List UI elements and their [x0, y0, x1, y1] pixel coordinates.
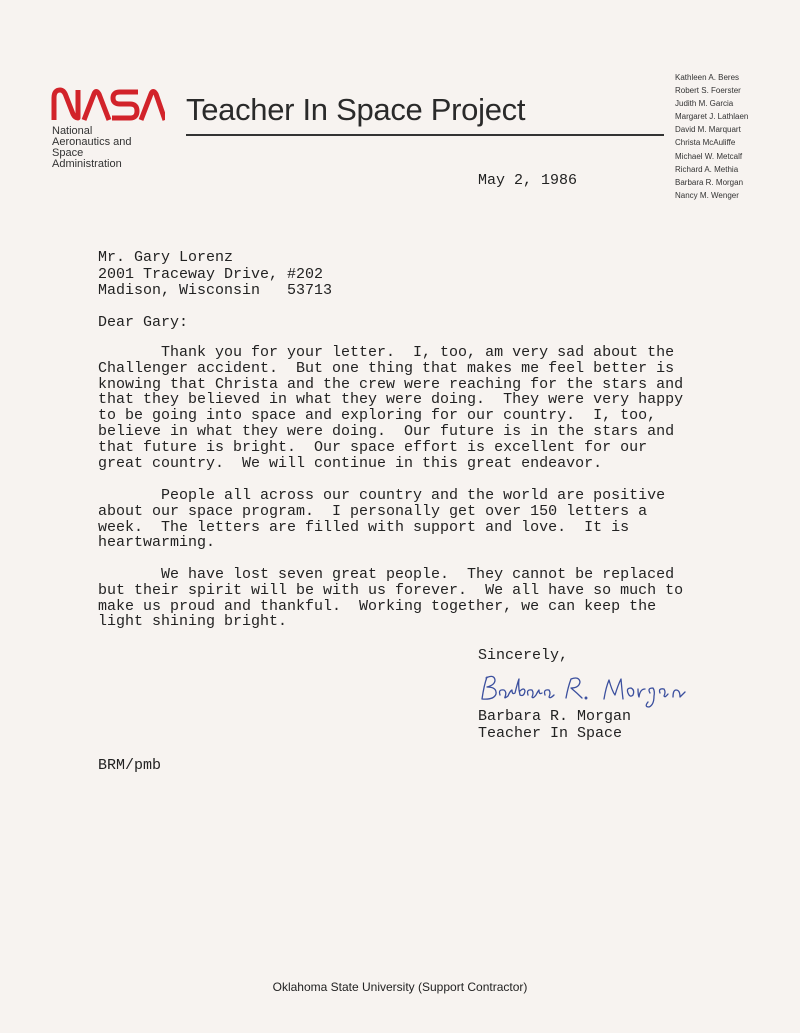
paragraph-line: great country. We will continue in this great endeavor.: [98, 454, 603, 472]
paragraph-line: week. The letters are filled with support and love. It is: [98, 518, 630, 536]
team-name: Kathleen A. Beres: [675, 73, 740, 82]
paragraph-line: make us proud and thankful. Working together, we can keep the: [98, 597, 657, 615]
project-title: Teacher In Space Project: [186, 92, 526, 127]
signer-name: Barbara R. Morgan: [478, 708, 632, 725]
body-paragraph-2: [98, 488, 728, 551]
team-name: Barbara R. Morgan: [675, 177, 744, 187]
agency-line: Aeronautics and: [52, 136, 132, 148]
paragraph-line: We have lost seven great people. They cannot be replaced: [98, 566, 675, 583]
salutation: Dear Gary:: [98, 314, 189, 331]
address-line: Mr. Gary Lorenz: [98, 249, 234, 266]
agency-line: National: [52, 125, 93, 137]
reference-initials: BRM/pmb: [98, 757, 162, 774]
paragraph-line: about our space program. I personally get over 150 letters a: [98, 502, 648, 520]
paragraph-line: Challenger accident. But one thing that makes me feel better is: [98, 359, 675, 377]
team-name: Michael W. Metcalf: [675, 151, 743, 161]
team-name: Robert S. Foerster: [675, 86, 741, 96]
team-name: Christa McAuliffe: [675, 138, 736, 148]
agency-line: Administration: [52, 158, 122, 170]
recipient-address: [98, 250, 332, 300]
title-divider: [186, 134, 664, 136]
signature-text: Barbara R. Morgan: [478, 671, 486, 672]
paragraph-line: that future is bright. Our space effort is excellent for our: [98, 438, 648, 456]
paragraph-line: that they believed in what they were doing. They were very happy: [98, 391, 684, 409]
nasa-logo-text: NASA: [50, 86, 53, 87]
letter-date: May 2, 1986: [478, 172, 578, 189]
agency-name: [52, 126, 172, 170]
closing: Sincerely,: [478, 647, 569, 664]
paragraph-line: believe in what they were doing. Our future is in the stars and: [98, 422, 675, 440]
team-names-list: [675, 71, 795, 202]
paragraph-line: knowing that Christa and the crew were reaching for the stars and: [98, 375, 684, 393]
team-name: Nancy M. Wenger: [675, 190, 739, 200]
signer-title: Teacher In Space: [478, 724, 623, 742]
paragraph-line: heartwarming.: [98, 534, 216, 552]
footer-text: Oklahoma State University (Support Contractor): [272, 980, 528, 994]
paragraph-line: Thank you for your letter. I, too, am very sad about the: [98, 344, 675, 361]
paragraph-line: but their spirit will be with us forever. We all have so much to: [98, 581, 684, 599]
address-line: 2001 Traceway Drive, #202: [98, 265, 324, 283]
agency-line: Space: [52, 147, 84, 159]
paragraph-line: People all across our country and the world are positive: [98, 487, 666, 504]
body-paragraph-3: [98, 567, 728, 630]
paragraph-line: light shining bright.: [98, 613, 288, 631]
signer-block: [478, 709, 631, 742]
nasa-logo: [50, 86, 165, 122]
team-name: Judith M. Garcia: [675, 99, 734, 109]
team-name: David M. Marquart: [675, 125, 741, 135]
body-paragraph-1: [98, 345, 728, 471]
paragraph-line: to be going into space and exploring for our country. I, too,: [98, 407, 657, 425]
team-name: Richard A. Methia: [675, 164, 739, 174]
team-name: Margaret J. Lathlaen: [675, 112, 749, 122]
address-line: Madison, Wisconsin 53713: [98, 282, 333, 299]
